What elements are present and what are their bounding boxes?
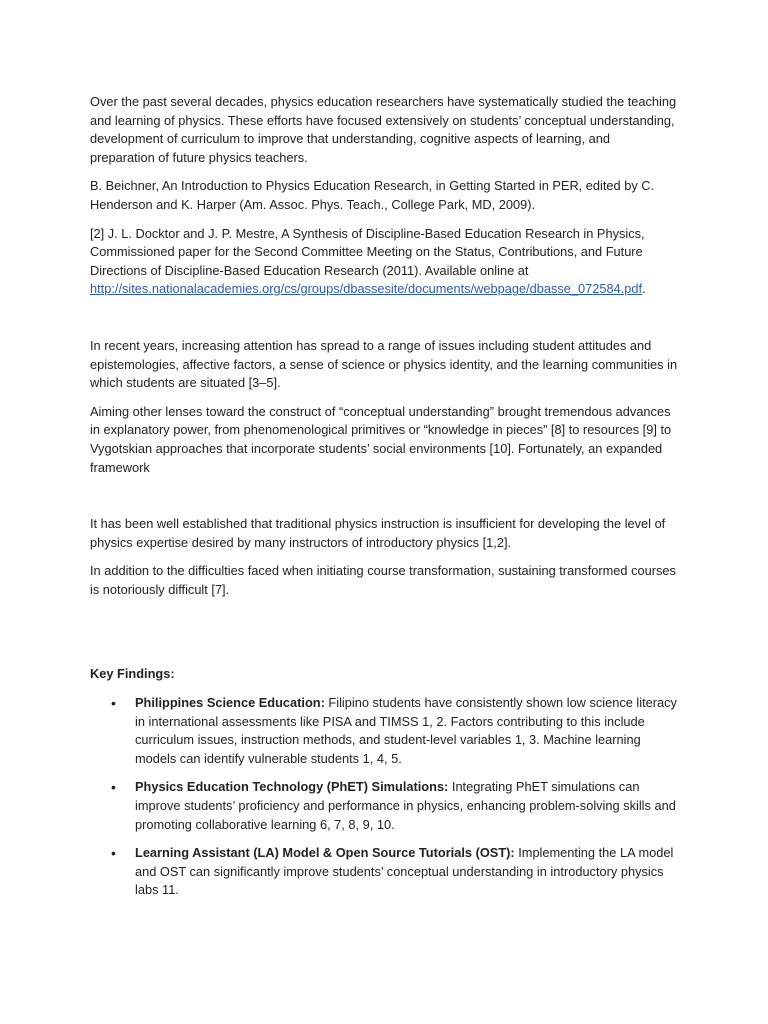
- intro-paragraph: Over the past several decades, physics education researchers have systematically studied the teaching and learning of physics. These efforts have focused extensively on students’ conceptual understanding, development of curriculum to improve that understanding, cognitive aspects of learning, and preparation of future physics teachers.: [90, 94, 677, 165]
- course-transformation-paragraph: In addition to the difficulties faced when initiating course transformation, sustaining transformed courses is notoriously difficult [7].: [90, 563, 676, 597]
- finding-title: Learning Assistant (LA) Model & Open Source Tutorials (OST):: [135, 845, 515, 861]
- finding-text: Filipino students have consistently shown low science literacy in international assessments like PISA and TIMSS 1, 2. Factors contributing to this include curriculum issues, instruction methods, and student-level variables 1, 3. Machine learning models can identify vulnerable students 1, 4, 5.: [135, 695, 677, 766]
- finding-text: Implementing the LA model and OST can significantly improve students’ conceptual understanding in introductory physics labs 11.: [135, 845, 674, 898]
- traditional-instruction-paragraph: It has been well established that traditional physics instruction is insufficient for developing the level of physics expertise desired by many instructors of introductory physics [1,2].: [90, 516, 666, 550]
- list-item: [90, 694, 678, 768]
- attitudes-paragraph: In recent years, increasing attention has spread to a range of issues including student attitudes and epistemologies, affective factors, a sense of science or physics identity, and the learning communities in which students are situated [3–5].: [90, 337, 678, 391]
- reference-docktor-text: [2] J. L. Docktor and J. P. Mestre, A Synthesis of Discipline-Based Education Research in Physics, Commissioned paper for the Second Committee Meeting on the Status, Contributions, and Future Directions of Discipline-Based Education Research (2011). Available online at: [90, 225, 645, 278]
- list-item: [90, 778, 678, 834]
- finding-title: Physics Education Technology (PhET) Simulations:: [135, 779, 449, 795]
- key-findings-list: [90, 694, 678, 900]
- finding-text: Integrating PhET simulations can improve students’ proficiency and performance in physics, enhancing problem-solving skills and promoting collaborative learning 6, 7, 8, 9, 10.: [135, 779, 676, 832]
- reference-end-period: .: [642, 281, 646, 297]
- bullet-icon: •: [111, 845, 116, 862]
- key-findings-heading: Key Findings:: [90, 666, 175, 682]
- finding-title: Philippines Science Education:: [135, 695, 325, 711]
- bullet-icon: •: [111, 695, 116, 712]
- list-item: [90, 844, 678, 900]
- reference-link[interactable]: http://sites.nationalacademies.org/cs/groups/dbassesite/documents/webpage/dbasse_072584.pdf: [90, 281, 643, 297]
- reference-beichner: B. Beichner, An Introduction to Physics Education Research, in Getting Started in PER, edited by C. Henderson and K. Harper (Am. Assoc. Phys. Teach., College Park, MD, 2009).: [90, 178, 655, 212]
- conceptual-understanding-paragraph: Aiming other lenses toward the construct of “conceptual understanding” brought tremendous advances in explanatory power, from phenomenological primitives or “knowledge in pieces” [8] to resources [9] to Vygotskian approaches that incorporate students’ social environments [10]. Fortunately, an expanded framework: [90, 403, 672, 475]
- reference-docktor: [90, 225, 678, 299]
- bullet-icon: •: [111, 779, 116, 796]
